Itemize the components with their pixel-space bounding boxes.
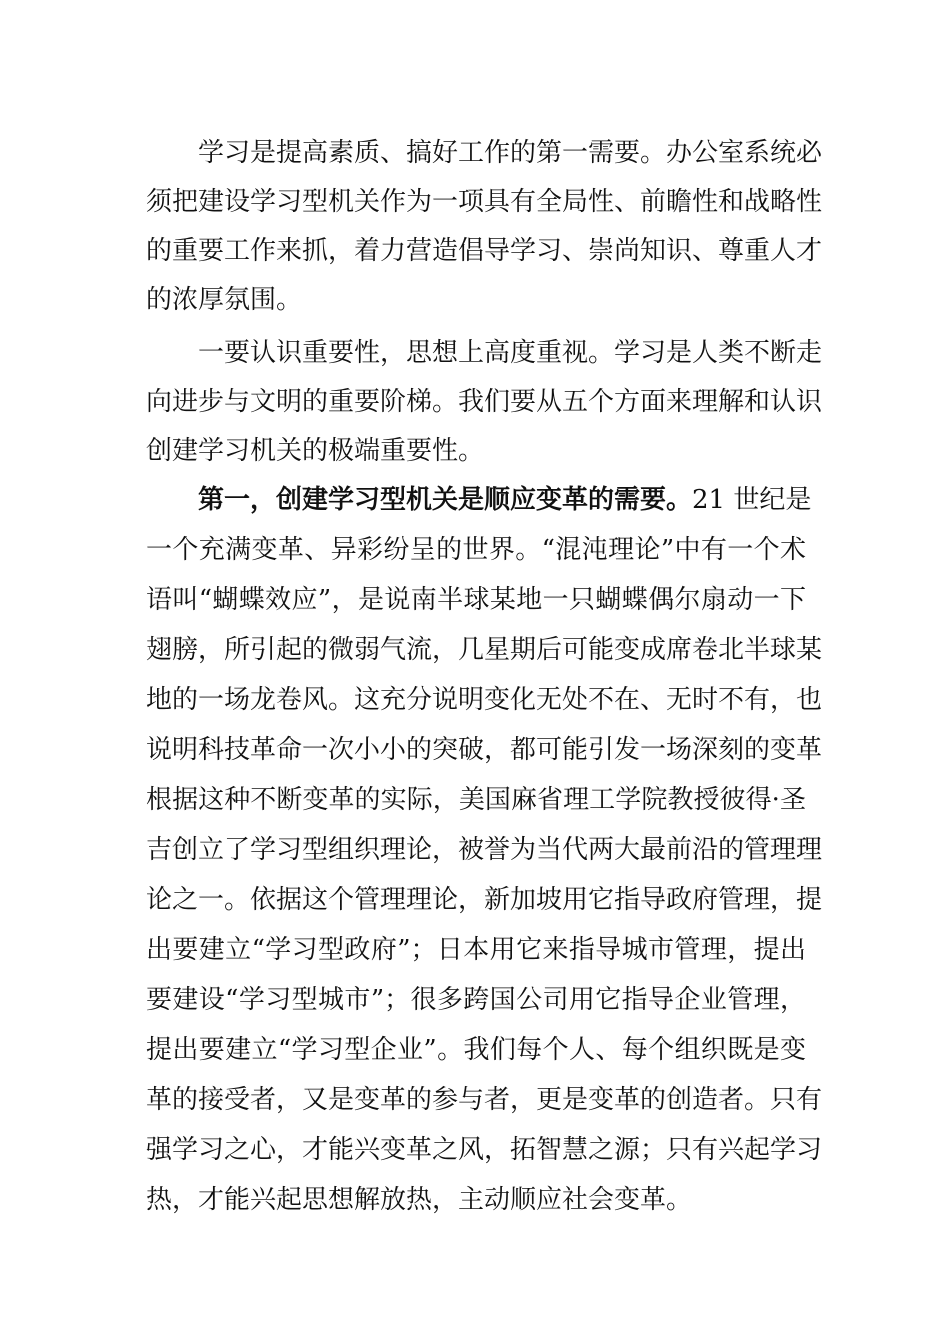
section-heading: 第一，创建学习型机关是顺应变革的需要。: [198, 485, 693, 515]
text-line: 根据这种不断变革的实际，美国麻省理工学院教授彼得·圣: [146, 785, 806, 815]
text-line: 革的接受者，又是变革的参与者，更是变革的创造者。只有: [146, 1085, 823, 1115]
text-line: 须把建设学习型机关作为一项具有全局性、前瞻性和战略性: [146, 187, 823, 217]
text-line: 出要建立“学习型政府”；日本用它来指导城市管理，提出: [146, 935, 806, 965]
text-line: 要建设“学习型城市”；很多跨国公司用它指导企业管理，: [146, 985, 806, 1015]
text-line: 的重要工作来抓，着力营造倡导学习、崇尚知识、尊重人才: [146, 236, 823, 266]
text-line: 语叫“蝴蝶效应”，是说南半球某地一只蝴蝶偶尔扇动一下: [146, 585, 806, 615]
text-line: 地的一场龙卷风。这充分说明变化无处不在、无时不有，也: [146, 685, 823, 715]
text-line: 学习是提高素质、搞好工作的第一需要。办公室系统必: [198, 138, 823, 168]
text-line: 提出要建立“学习型企业”。我们每个人、每个组织既是变: [146, 1035, 806, 1065]
text-line: 说明科技革命一次小小的突破，都可能引发一场深刻的变革: [146, 735, 823, 765]
text-line: 热，才能兴起思想解放热，主动顺应社会变革。: [146, 1185, 693, 1215]
text-line: 向进步与文明的重要阶梯。我们要从五个方面来理解和认识: [146, 387, 823, 417]
text-line: 翅膀，所引起的微弱气流，几星期后可能变成席卷北半球某: [146, 635, 823, 665]
text-line: 创建学习机关的极端重要性。: [146, 436, 485, 466]
text-run: 21 世纪是: [692, 485, 812, 515]
text-line: [198, 480, 812, 520]
text-line: 的浓厚氛围。: [146, 285, 303, 315]
text-line: 一要认识重要性，思想上高度重视。学习是人类不断走: [198, 338, 823, 368]
text-line: 一个充满变革、异彩纷呈的世界。“混沌理论”中有一个术: [146, 535, 806, 565]
text-line: 强学习之心，才能兴变革之风，拓智慧之源；只有兴起学习: [146, 1135, 823, 1165]
text-line: 吉创立了学习型组织理论，被誉为当代两大最前沿的管理理: [146, 835, 823, 865]
text-line: 论之一。依据这个管理理论，新加坡用它指导政府管理，提: [146, 885, 823, 915]
